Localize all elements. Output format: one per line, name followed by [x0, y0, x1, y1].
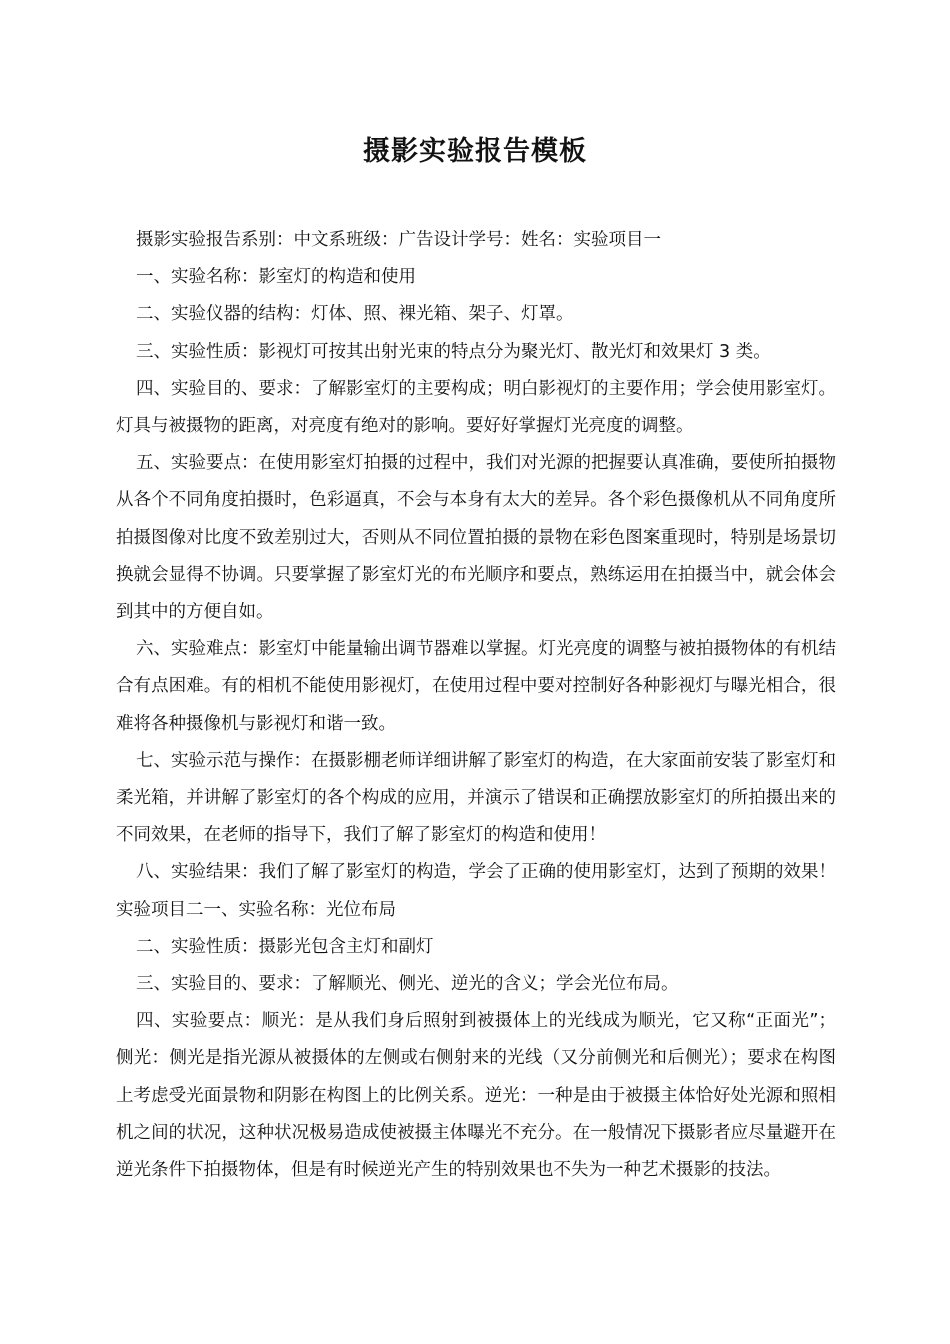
paragraph-project2-nature: 二、实验性质：摄影光包含主灯和副灯 — [136, 936, 434, 957]
document-body — [116, 222, 836, 1189]
paragraph-project2-key-points: 四、实验要点：顺光：是从我们身后照射到被摄体上的光线成为顺光，它又称“正面光”；侧光：侧光是指光源从被摄体的左侧或右侧射来的光线（又分前侧光和后侧光）；要求在构图上考虑受光面景物和阴影在构图上的比例关系。逆光：一种是由于被摄主体恰好处光源和照相机之间的状况，这种状况极易造成使被摄主体曝光不充分。在一般情况下摄影者应尽量避开在逆光条件下拍摄物体，但是有时候逆光产生的特别效果也不失为一种艺术摄影的技法。 — [116, 1011, 836, 1181]
paragraph-difficulties: 六、实验难点：影室灯中能量输出调节器难以掌握。灯光亮度的调整与被拍摄物体的有机结合有点困难。有的相机不能使用影视灯，在使用过程中要对控制好各种影视灯与曝光相合，很难将各种摄像机与影视灯和谐一致。 — [116, 639, 836, 734]
paragraph-project2-purpose: 三、实验目的、要求：了解顺光、侧光、逆光的含义；学会光位布局。 — [136, 974, 679, 995]
document-title: 摄影实验报告模板 — [363, 136, 587, 167]
paragraph-header-info: 摄影实验报告系别：中文系班级：广告设计学号：姓名：实验项目一 — [136, 230, 661, 250]
paragraph-experiment-nature: 三、实验性质：影视灯可按其出射光束的特点分为聚光灯、散光灯和效果灯 3 类。 — [136, 341, 771, 362]
paragraph-key-points: 五、实验要点：在使用影室灯拍摄的过程中，我们对光源的把握要认真准确，要使所拍摄物从各个不同角度拍摄时，色彩逼真，不会与本身有太大的差异。各个彩色摄像机从不同角度所拍摄图像对比度不致差别过大，否则从不同位置拍摄的景物在彩色图案重现时，特别是场景切换就会显得不协调。只要掌握了影室灯光的布光顺序和要点，熟练运用在拍摄当中，就会体会到其中的方便自如。 — [116, 453, 836, 623]
paragraph-demonstration: 七、实验示范与操作：在摄影棚老师详细讲解了影室灯的构造，在大家面前安装了影室灯和柔光箱，并讲解了影室灯的各个构成的应用，并演示了错误和正确摆放影室灯的所拍摄出来的不同效果，在老师的指导下，我们了解了影室灯的构造和使用！ — [116, 750, 836, 846]
paragraph-experiment-name: 一、实验名称：影室灯的构造和使用 — [136, 267, 416, 288]
paragraph-instrument-structure: 二、实验仪器的结构：灯体、照、裸光箱、架子、灯罩。 — [136, 304, 574, 325]
paragraph-results: 八、实验结果：我们了解了影室灯的构造，学会了正确的使用影室灯，达到了预期的效果！实验项目二一、实验名称：光位布局 — [116, 862, 836, 920]
paragraph-purpose-requirements: 四、实验目的、要求：了解影室灯的主要构成；明白影视灯的主要作用；学会使用影室灯。灯具与被摄物的距离，对亮度有绝对的影响。要好好掌握灯光亮度的调整。 — [116, 378, 836, 437]
